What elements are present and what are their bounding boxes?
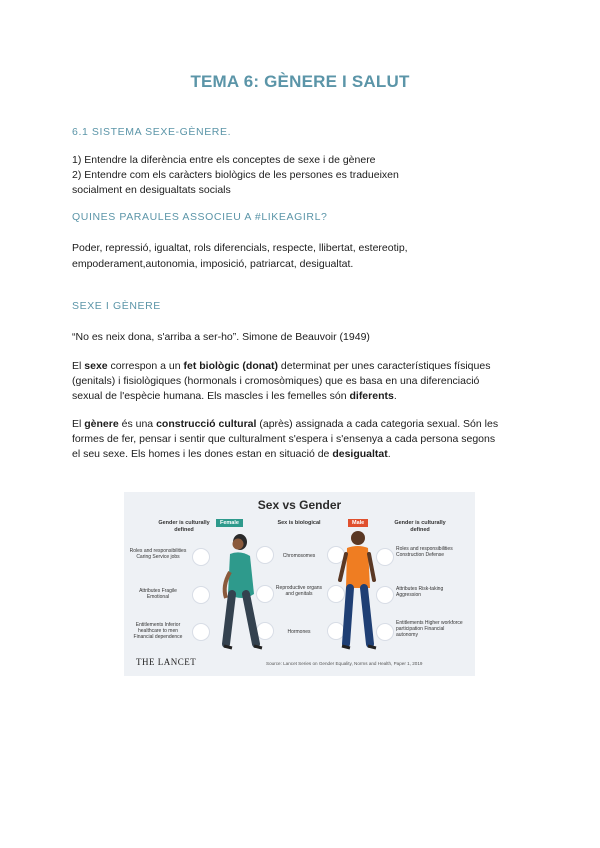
genere-paragraph-line-3: el seu sexe. Els homes i les dones estan en situació de desigualtat.	[72, 448, 391, 460]
reproductive-label: Reproductive organs and genitals	[275, 585, 323, 597]
left-attributes-label: Attributes Fragile Emotional	[139, 588, 177, 600]
beauvoir-quote: “No es neix dona, s'arriba a ser-ho”. Simone de Beauvoir (1949)	[72, 331, 370, 343]
male-figure-illustration	[332, 528, 382, 656]
right-entitlements-label: Entitlements Higher workforce participation Financial autonomy	[396, 620, 463, 638]
section-heading-sexe-genere: SEXE I GÈNERE	[72, 300, 161, 312]
sex-vs-gender-figure	[124, 492, 475, 676]
genere-paragraph-line-1: El gènere és una construcció cultural (après) assignada a cada categoria sexual. Són les	[72, 418, 499, 430]
gender-right-header: Gender is culturally defined	[394, 520, 446, 533]
objective-2-line-2: socialment en desigualtats socials	[72, 184, 231, 196]
sexe-paragraph-line-1: El sexe correspon a un fet biològic (donat) determinat per unes característiques físiques	[72, 360, 491, 372]
male-tag: Male	[348, 519, 368, 527]
figure-source: Source: Lancet Series on Gender Equality, Norms and Health, Paper 1, 2019	[266, 661, 423, 666]
lancet-logo: THE LANCET	[136, 657, 197, 667]
right-roles-label: Roles and responsibilities Construction Defense	[396, 546, 453, 558]
section-heading-sistema: 6.1 SISTEMA SEXE-GÈNERE.	[72, 126, 232, 138]
objective-2-line-1: 2) Entendre com els caràcters biològics de les persones es tradueixen	[72, 169, 399, 181]
female-tag: Female	[216, 519, 243, 527]
sex-biological-header: Sex is biological	[277, 520, 321, 526]
gender-left-header: Gender is culturally defined	[158, 520, 210, 533]
left-entitlements-label: Entitlements Inferior healthcare to men Financial dependence	[133, 622, 183, 640]
caring-icon	[192, 548, 210, 566]
page-title: TEMA 6: GÈNERE I SALUT	[190, 72, 410, 91]
hormones-label: Hormones	[287, 629, 311, 635]
sexe-paragraph-line-3: sexual de l'espècie humana. Els mascles i les femelles són diferents.	[72, 390, 397, 402]
section-heading-likeagirl: QUINES PARAULES ASSOCIEU A #LIKEAGIRL?	[72, 211, 328, 223]
left-roles-label: Roles and responsibilities Caring Service jobs	[129, 548, 187, 560]
figure-title: Sex vs Gender	[257, 498, 342, 512]
genere-paragraph-line-2: formes de fer, pensar i sentir que culturalment s'espera i s'ensenya a cada persona segons	[72, 433, 496, 445]
female-figure-illustration	[212, 532, 272, 656]
fragile-icon	[192, 586, 210, 604]
healthcare-icon	[192, 623, 210, 641]
words-line-2: empoderament,autonomia, imposició, patriarcat, desigualtat.	[72, 258, 354, 270]
sexe-paragraph-line-2: (genitals) i fisiològiques (hormonals i cromosòmiques) que es basa en una diferenciació	[72, 375, 480, 387]
chromosomes-label: Chromosomes	[282, 553, 316, 559]
words-line-1: Poder, repressió, igualtat, rols diferencials, respecte, llibertat, estereotip,	[72, 242, 408, 254]
objective-1: 1) Entendre la diferència entre els conceptes de sexe i de gènere	[72, 154, 376, 166]
right-attributes-label: Attributes Risk-taking Aggression	[396, 586, 444, 598]
